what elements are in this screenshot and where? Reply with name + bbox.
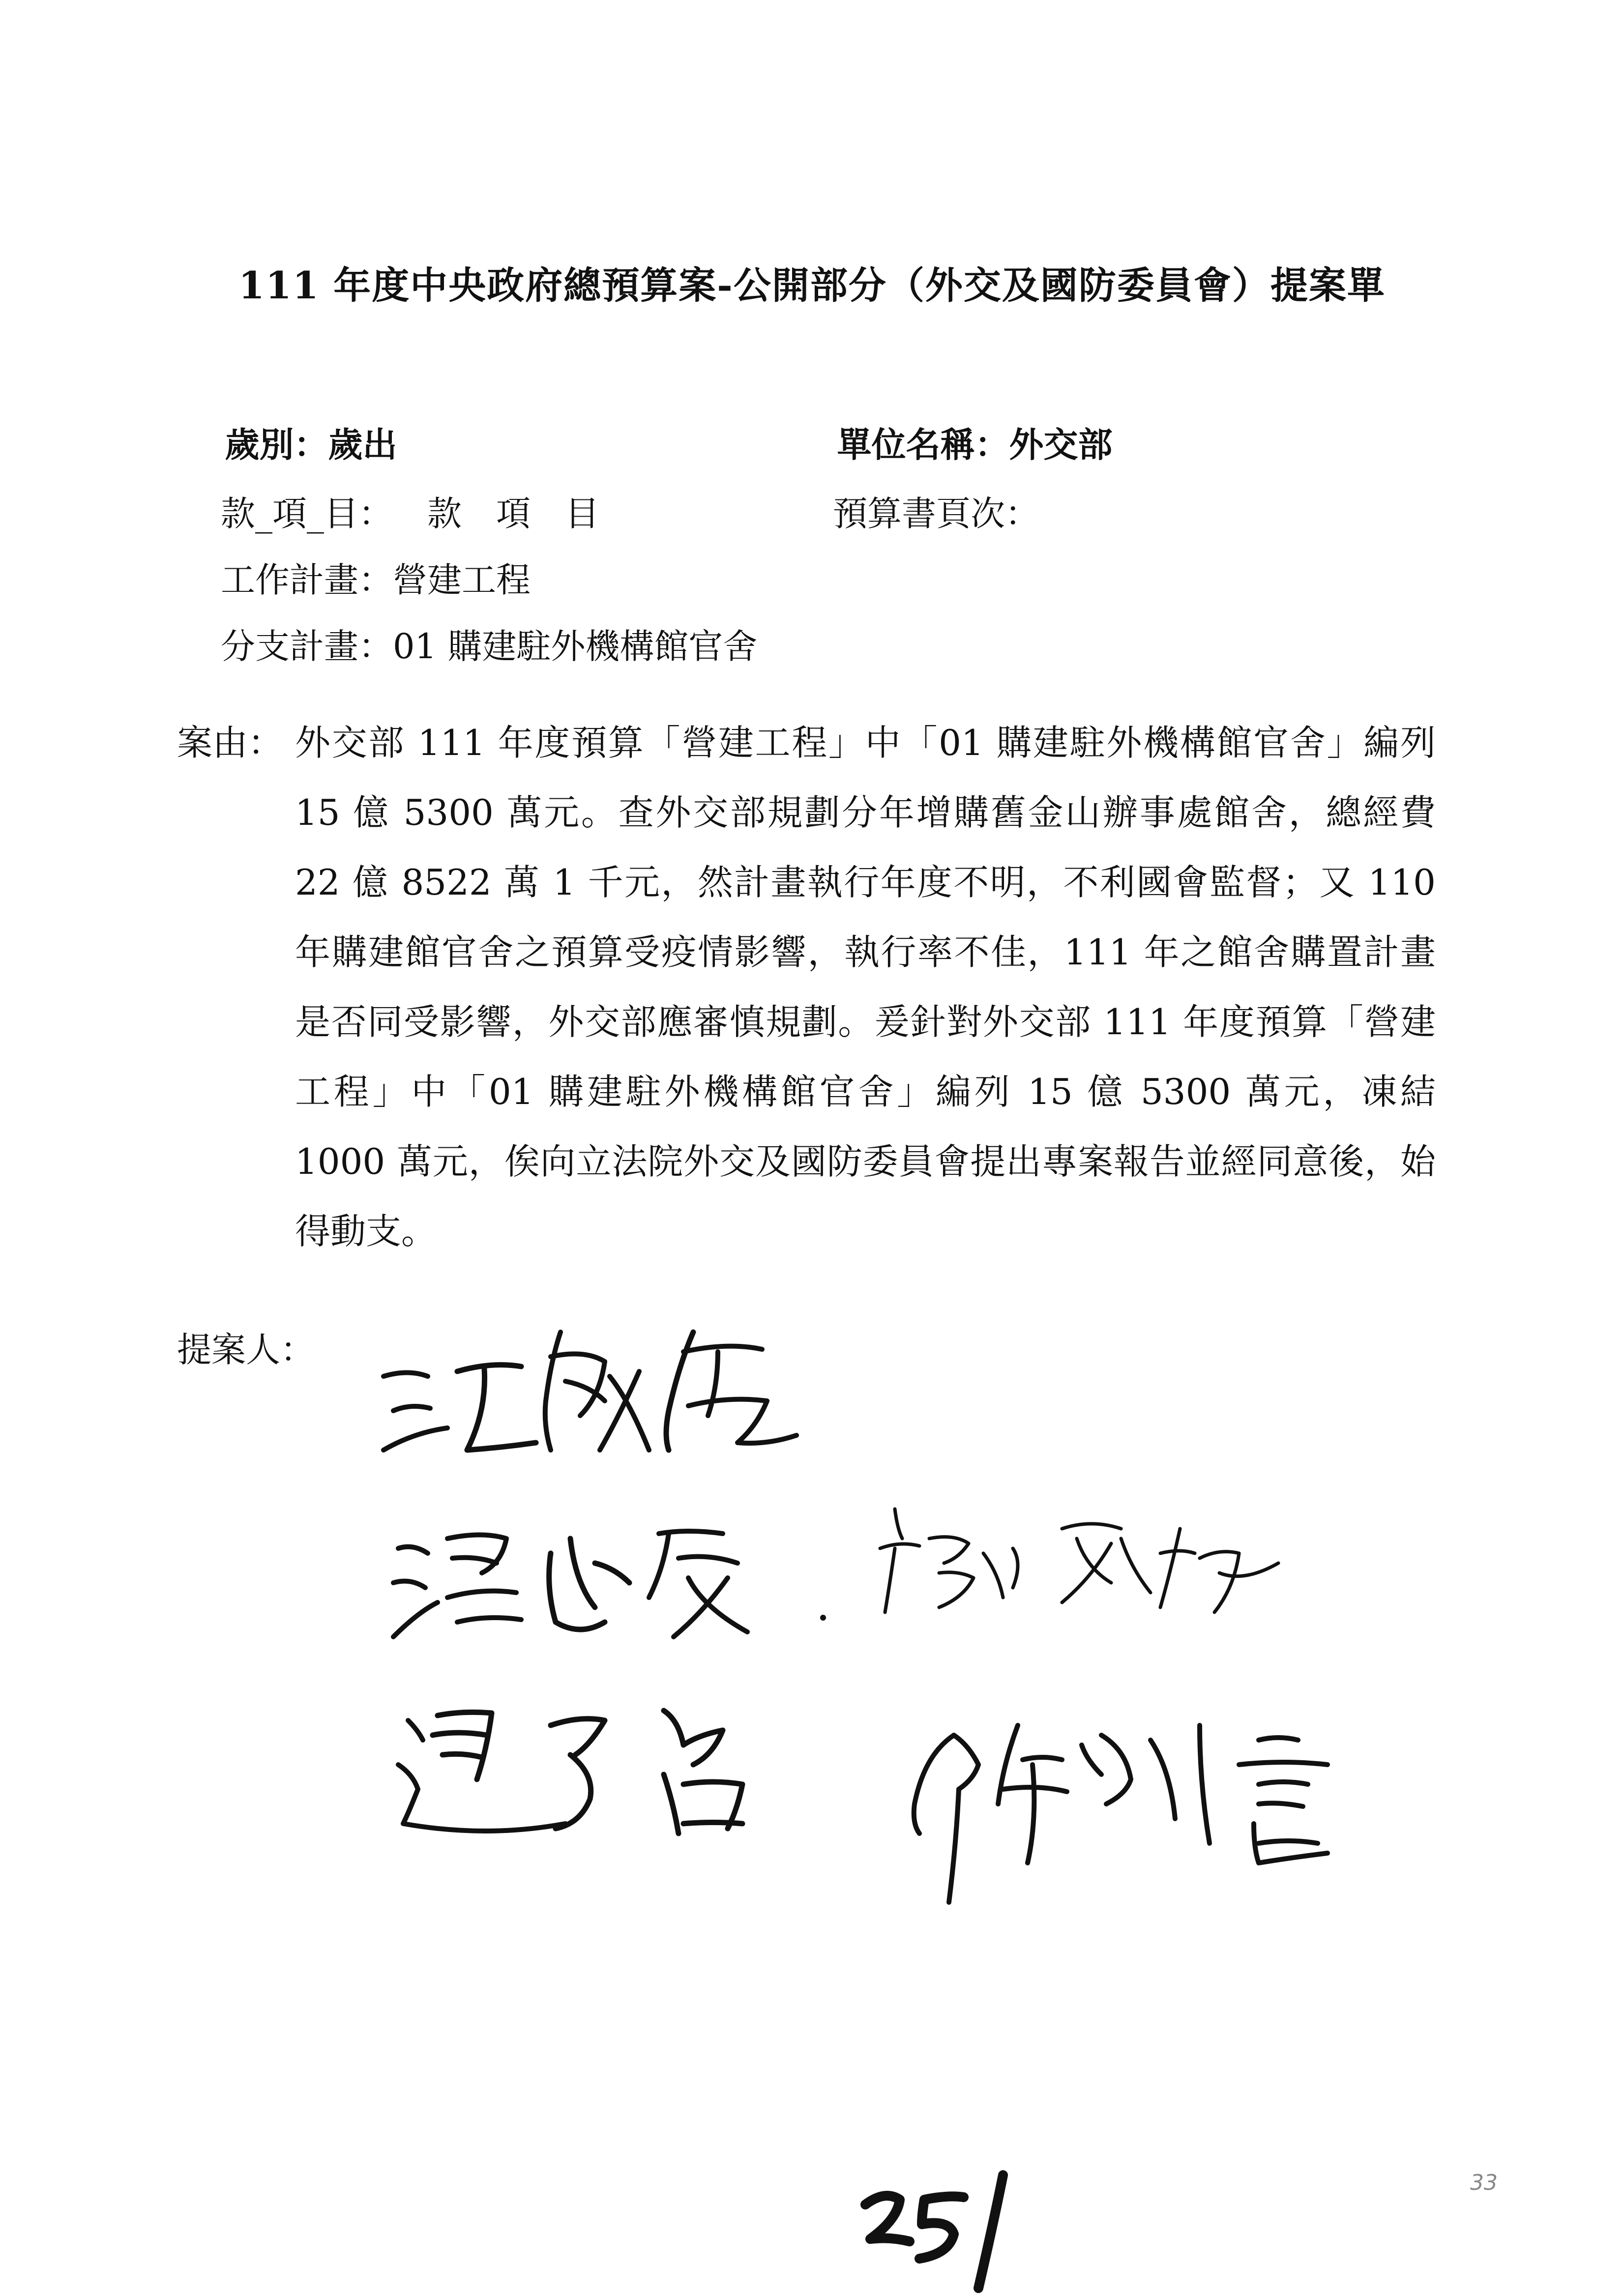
unit-label: 單位名稱： <box>837 424 1009 465</box>
sub-plan-label: 分支計畫： <box>221 626 393 667</box>
proposer-label: 提案人： <box>177 1330 315 1370</box>
signature-4 <box>388 1691 772 1848</box>
item-label: 款_項_目： <box>221 494 393 534</box>
signature-3 <box>875 1499 1298 1627</box>
sub-plan-value: 01 購建駐外機構館官舍 <box>393 626 758 667</box>
work-plan-label: 工作計畫： <box>221 560 393 600</box>
signature-5 <box>895 1706 1387 1922</box>
signature-1 <box>374 1303 806 1465</box>
sub-plan-field <box>177 595 757 698</box>
reason-text: 外交部 111 年度預算「營建工程」中「01 購建駐外機構館官舍」編列 15 億 5300 萬元。查外交部規劃分年增購舊金山辦事處館舍，總經費 22 億 8522 萬 1 千元，然計畫執行年度不明，不利國會監督；又 110 年購建館官舍之預算受疫情影響，執行率不佳，111 年之館舍購置計畫是否同受影響，外交部應審慎規劃。爰針對外交部 111 年度預算「營建工程」中「01 購建駐外機構館官舍」編列 15 億 5300 萬元，凍結 1000 萬元，俟向立法院外交及國防委員會提出專案報告並經同意後，始得動支。 <box>295 722 1436 1252</box>
signature-separator-dot <box>820 1615 826 1621</box>
category-value: 歲出 <box>328 424 397 465</box>
category-label: 歲別： <box>225 424 328 465</box>
document-title: 111 年度中央政府總預算案-公開部分（外交及國防委員會）提案單 <box>238 263 1386 307</box>
item-value: 款 項 目 <box>427 494 600 534</box>
reason-label: 案由： <box>177 722 284 763</box>
reason-section <box>177 708 1436 1266</box>
budget-page-label: 預算書頁次： <box>833 494 1040 534</box>
budget-page-field <box>789 462 1039 565</box>
work-plan-value: 營建工程 <box>393 560 531 600</box>
signature-2 <box>384 1509 792 1652</box>
corner-page-number: 33 <box>1470 2170 1498 2195</box>
unit-value: 外交部 <box>1009 424 1113 465</box>
handwritten-page-number <box>856 2165 1018 2293</box>
